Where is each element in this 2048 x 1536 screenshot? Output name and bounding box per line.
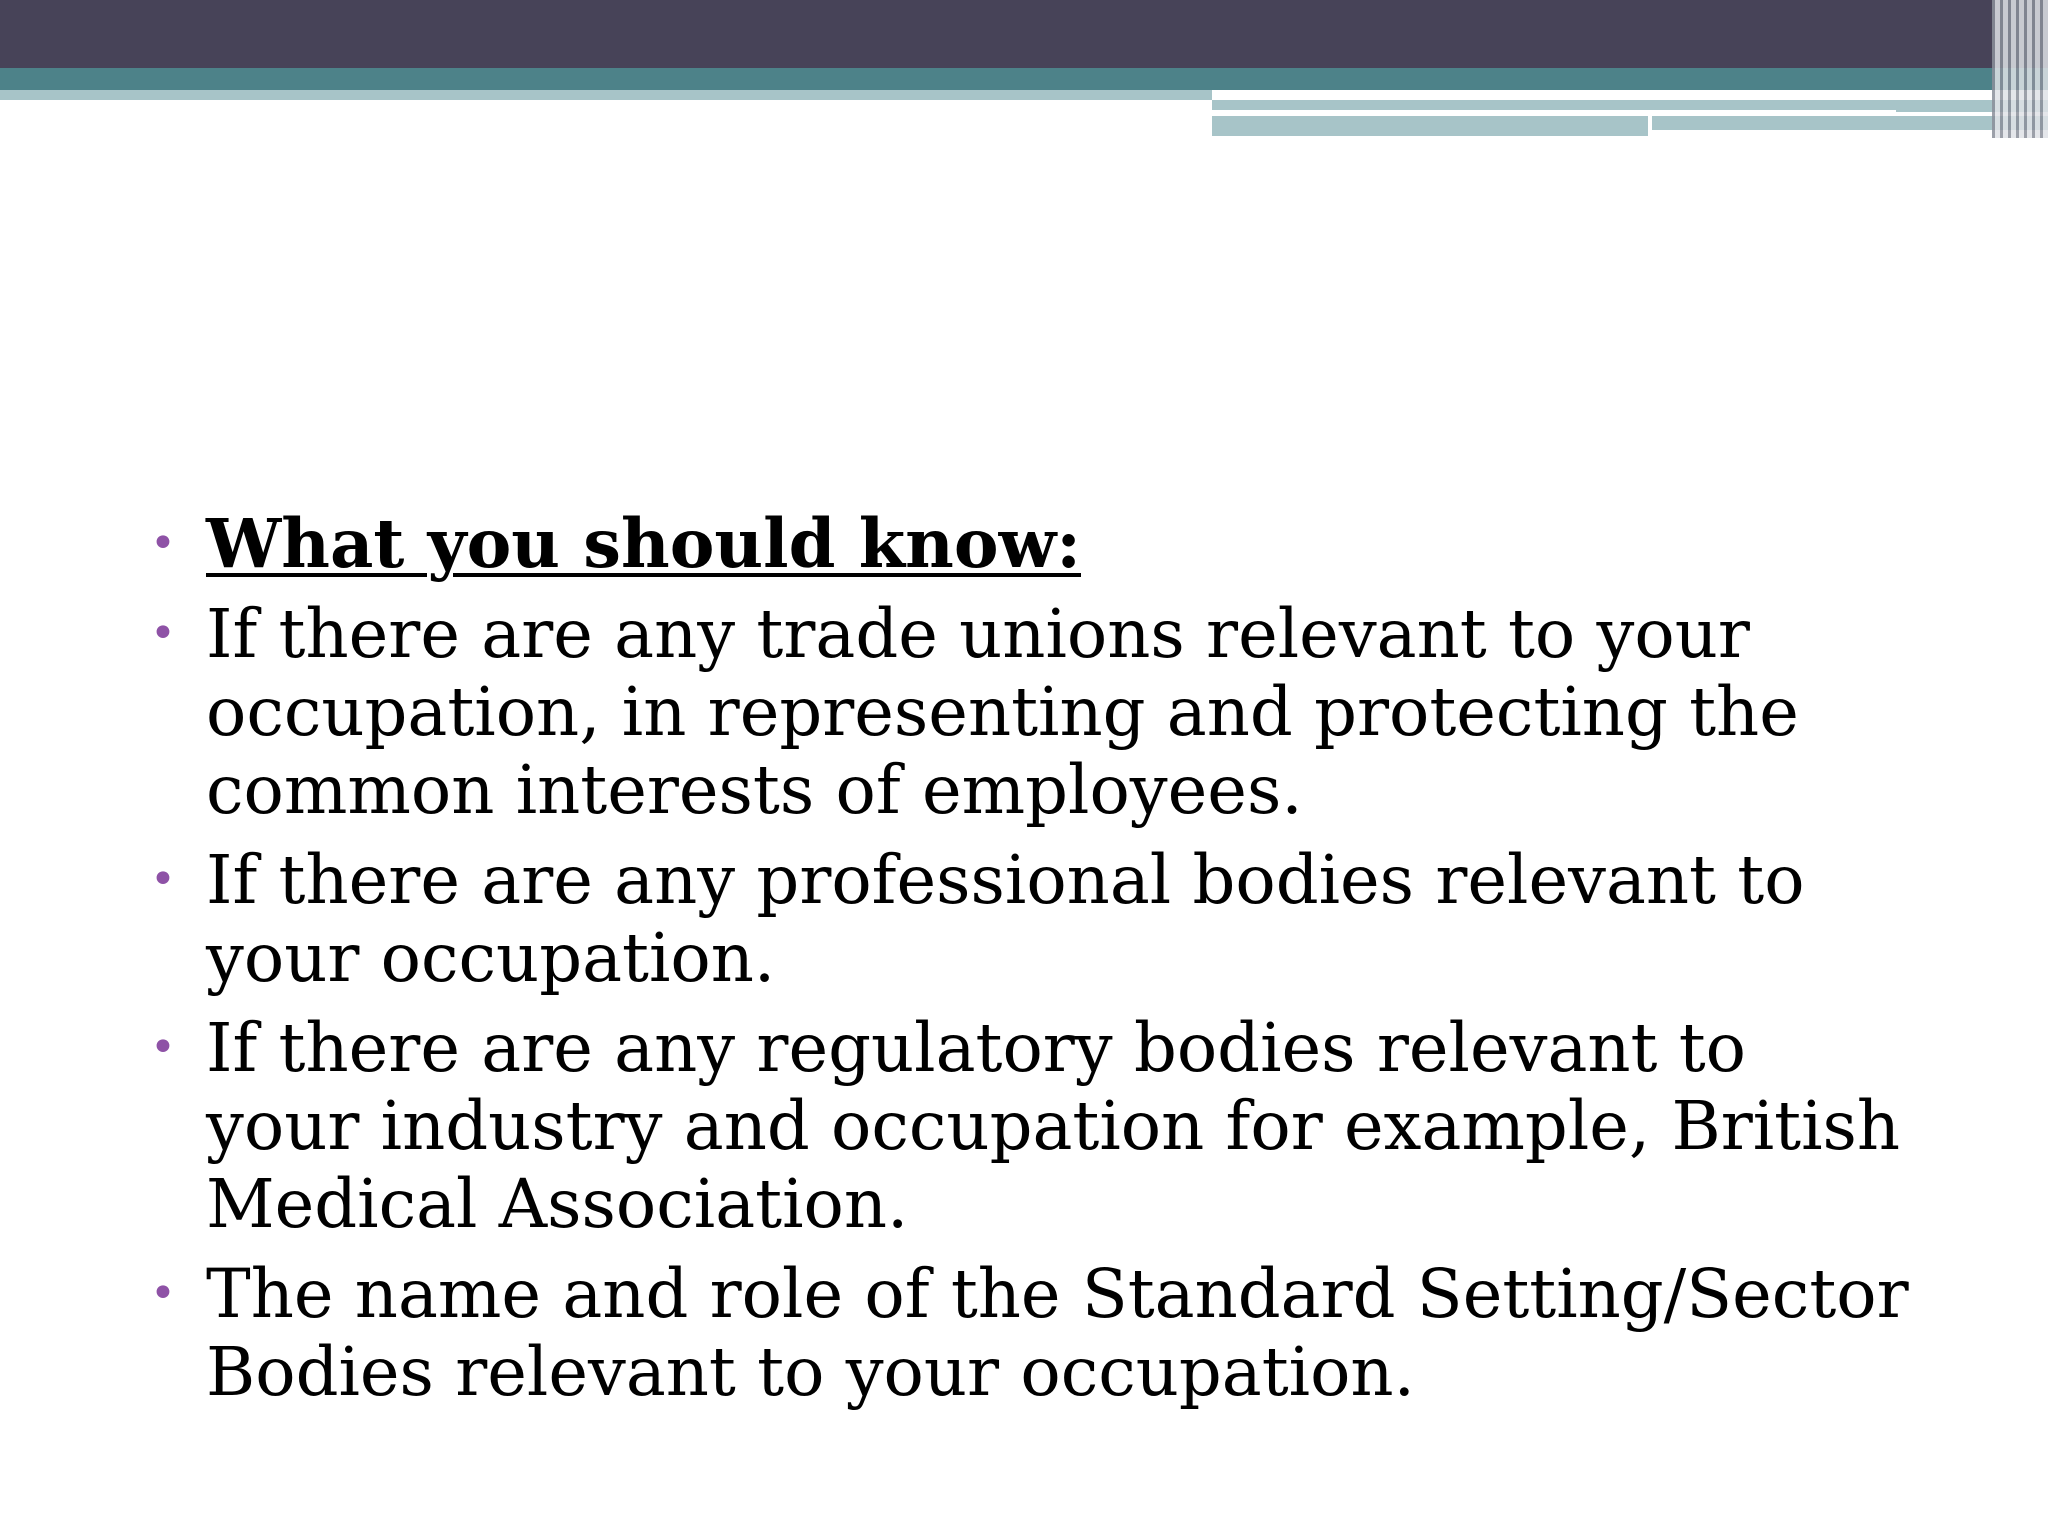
header-bar-light-right-end	[1652, 116, 2048, 130]
bullet-text: If there are any trade unions relevant to your occupation, in representing and protecting the common interests of employees.	[206, 595, 1799, 829]
bullet-text: If there are any regulatory bodies relevant to your industry and occupation for example, British Medical Association.	[206, 1009, 1901, 1243]
bullet-icon: •	[150, 608, 176, 659]
section-heading: What you should know:	[206, 504, 1081, 583]
bullet-icon: •	[150, 518, 176, 569]
header-bar-light-right-lower	[1212, 116, 1648, 136]
bullet-icon: •	[150, 1022, 176, 1073]
bullet-item-standard-setting-bodies	[140, 1255, 1920, 1411]
header-bar-light-left	[0, 90, 1212, 100]
bullet-icon: •	[150, 1268, 176, 1319]
bullet-item-trade-unions	[140, 595, 1920, 829]
bullet-icon: •	[150, 854, 176, 905]
bullet-text: The name and role of the Standard Setting/Sector Bodies relevant to your occupation.	[206, 1255, 1909, 1411]
corner-stripes-decoration	[1992, 0, 2048, 138]
slide-body	[140, 505, 1920, 1423]
bullet-item-heading	[140, 505, 1920, 583]
bullet-text: If there are any professional bodies relevant to your occupation.	[206, 841, 1805, 997]
bullet-item-professional-bodies	[140, 841, 1920, 997]
header-bar-teal	[0, 68, 2048, 90]
header-bar-dark	[0, 0, 2048, 68]
bullet-list	[140, 505, 1920, 1411]
bullet-item-regulatory-bodies	[140, 1009, 1920, 1243]
